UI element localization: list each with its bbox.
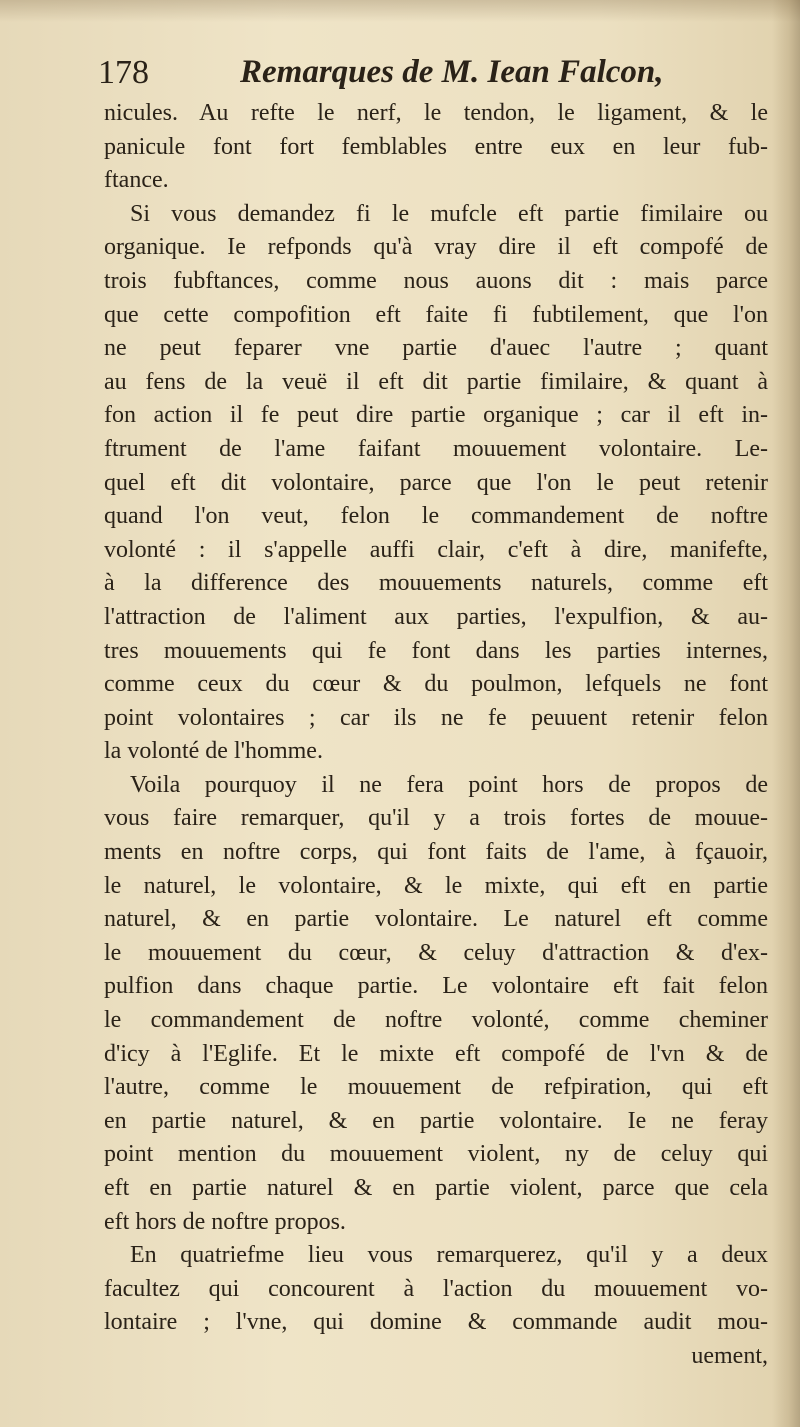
text-line: que cette compofition eft faite fi fubtilement, que l'on bbox=[104, 301, 768, 328]
text-line: lontaire ; l'vne, qui domine & commande audit mou- bbox=[104, 1309, 768, 1336]
text-line: ftance. bbox=[104, 167, 169, 194]
text-line: organique. Ie refponds qu'à vray dire il eft compofé de bbox=[104, 234, 768, 261]
text-line: naturel, & en partie volontaire. Le naturel eft comme bbox=[104, 906, 768, 933]
text-line: quand l'on veut, felon le commandement de noftre bbox=[104, 503, 768, 530]
page-top-shadow bbox=[0, 0, 800, 22]
paragraph-start-line: En quatriefme lieu vous remarquerez, qu'il y a deux bbox=[130, 1242, 768, 1269]
body-text bbox=[104, 97, 768, 1374]
page-header bbox=[98, 50, 778, 100]
text-line: ftrument de l'ame faifant mouuement volontaire. Le- bbox=[104, 435, 768, 462]
text-line: pulfion dans chaque partie. Le volontaire eft fait felon bbox=[104, 973, 768, 1000]
text-line: le mouuement du cœur, & celuy d'attraction & d'ex- bbox=[104, 939, 768, 966]
text-line: vous faire remarquer, qu'il y a trois fortes de mouue- bbox=[104, 805, 768, 832]
text-line: comme ceux du cœur & du poulmon, lefquels ne font bbox=[104, 671, 768, 698]
running-title: Remarques de M. Iean Falcon, bbox=[240, 54, 664, 90]
page-number: 178 bbox=[98, 54, 149, 91]
text-line: facultez qui concourent à l'action du mouuement vo- bbox=[104, 1275, 768, 1302]
text-line: quel eft dit volontaire, parce que l'on le peut retenir bbox=[104, 469, 768, 496]
page-gutter-shadow bbox=[772, 0, 800, 1427]
text-line: en partie naturel, & en partie volontaire. Ie ne feray bbox=[104, 1107, 768, 1134]
text-line: panicule font fort femblables entre eux en leur fub- bbox=[104, 133, 768, 160]
text-line: ments en noftre corps, qui font faits de l'ame, à fçauoir, bbox=[104, 839, 768, 866]
text-line: l'autre, comme le mouuement de refpiration, qui eft bbox=[104, 1074, 768, 1101]
text-line: eft en partie naturel & en partie violent, parce que cela bbox=[104, 1175, 768, 1201]
text-line: d'icy à l'Eglife. Et le mixte eft compofé de l'vn & de bbox=[104, 1040, 768, 1067]
text-line: au fens de la veuë il eft dit partie fimilaire, & quant à bbox=[104, 368, 768, 395]
text-line: fon action il fe peut dire partie organique ; car il eft in- bbox=[104, 402, 768, 429]
text-line: le commandement de noftre volonté, comme cheminer bbox=[104, 1007, 768, 1034]
paragraph-start-line: Si vous demandez fi le mufcle eft partie fimilaire ou bbox=[130, 200, 768, 227]
paragraph-start-line: Voila pourquoy il ne fera point hors de propos de bbox=[130, 771, 768, 798]
text-line: eft hors de noftre propos. bbox=[104, 1208, 346, 1235]
text-line: nicules. Au refte le nerf, le tendon, le ligament, & le bbox=[104, 100, 768, 126]
text-line: à la difference des mouuements naturels, comme eft bbox=[104, 570, 768, 597]
catchword: uement, bbox=[691, 1342, 768, 1369]
text-line: trois fubftances, comme nous auons dit : mais parce bbox=[104, 267, 768, 294]
text-line: ne peut feparer vne partie d'auec l'autre ; quant bbox=[104, 335, 768, 362]
text-line: l'attraction de l'aliment aux parties, l'expulfion, & au- bbox=[104, 603, 768, 630]
text-line: la volonté de l'homme. bbox=[104, 738, 323, 765]
text-line: point mention du mouuement violent, ny de celuy qui bbox=[104, 1141, 768, 1168]
text-line: point volontaires ; car ils ne fe peuuent retenir felon bbox=[104, 704, 768, 731]
text-line: tres mouuements qui fe font dans les parties internes, bbox=[104, 637, 768, 664]
text-line: le naturel, le volontaire, & le mixte, qui eft en partie bbox=[104, 872, 768, 899]
text-line: volonté : il s'appelle auffi clair, c'eft à dire, manifefte, bbox=[104, 536, 768, 563]
